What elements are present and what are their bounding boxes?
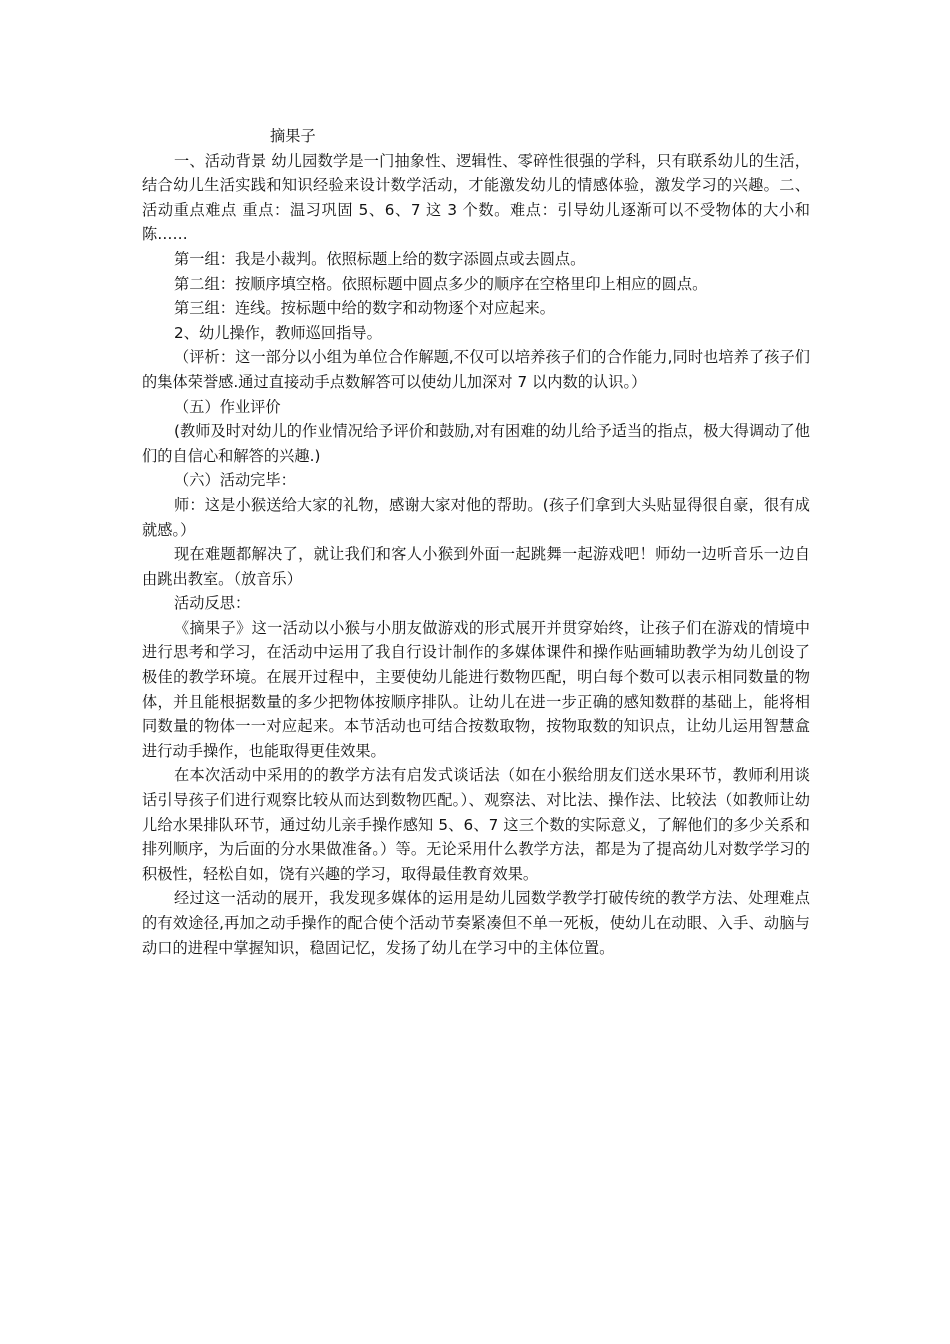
paragraph-reflection-methods: 在本次活动中采用的的教学方法有启发式谈话法（如在小猴给朋友们送水果环节，教师利用谈话引导孩子们进行观察比较从而达到数物匹配。）、观察法、对比法、操作法、比较法（如教师让幼儿给水果排队环节，通过幼儿亲手操作感知 5、6、7 这三个数的实际意义，了解他们的多少关系和排列顺序，为后面的分水果做准备。）等。无论采用什么教学方法，都是为了提高幼儿对数学学习的积极性，轻松自如，饶有兴趣的学习，取得最佳教育效果。 xyxy=(142,766,810,883)
paragraph-group-two: 第二组：按顺序填空格。依照标题中圆点多少的顺序在空格里印上相应的圆点。 xyxy=(174,274,708,293)
paragraph-teacher-gift: 师：这是小猴送给大家的礼物，感谢大家对他的帮助。(孩子们拿到大头贴显得很自豪，很有成就感。） xyxy=(142,495,810,539)
paragraph-group-one: 第一组：我是小裁判。依照标题上给的数字添圆点或去圆点。 xyxy=(174,249,586,268)
paragraph-reflection-conclusion: 经过这一活动的展开，我发现多媒体的运用是幼儿园数学教学打破传统的教学方法、处理难点的有效途径,再加之动手操作的配合使个活动节奏紧凑但不单一死板，使幼儿在动眼、入手、动脑与动口的进程中掌握知识，稳固记忆，发扬了幼儿在学习中的主体位置。 xyxy=(142,889,810,957)
document-title: 摘果子 xyxy=(270,127,316,145)
section-heading-reflection: 活动反思： xyxy=(174,594,251,613)
paragraph-reflection-one: 《摘果子》这一活动以小猴与小朋友做游戏的形式展开并贯穿始终，让孩子们在游戏的情境中进行思考和学习，在活动中运用了我自行设计制作的多媒体课件和操作贴画辅助教学为幼儿创设了极佳的教学环境。在展开过程中，主要使幼儿能进行数物匹配，明白每个数可以表示相同数量的物体，并且能根据数量的多少把物体按顺序排队。让幼儿在进一步正确的感知数群的基础上，能将相同数量的物体一一对应起来。本节活动也可结合按数取物，按物取数的知识点，让幼儿运用智慧盒进行动手操作，也能取得更佳效果。 xyxy=(142,618,810,760)
paragraph-group-three: 第三组：连线。按标题中给的数字和动物逐个对应起来。 xyxy=(174,299,555,318)
paragraph-child-operation: 2、幼儿操作，教师巡回指导。 xyxy=(174,323,382,342)
paragraph-commentary: （评析：这一部分以小组为单位合作解题,不仅可以培养孩子们的合作能力,同时也培养了孩子们的集体荣誉感.通过直接动手点数解答可以使幼儿加深对 7 以内数的认识。） xyxy=(142,348,810,391)
document-body xyxy=(142,124,810,960)
paragraph-dance-game: 现在难题都解决了，就让我们和客人小猴到外面一起跳舞一起游戏吧！师幼一边听音乐一边自由跳出教室。（放音乐） xyxy=(142,545,810,588)
paragraph-background: 一、活动背景 幼儿园数学是一门抽象性、逻辑性、零碎性很强的学科，只有联系幼儿的生活，结合幼儿生活实践和知识经验来设计数学活动，才能激发幼儿的情感体验，激发学习的兴趣。二、活动重点难点 重点：温习巩固 5、6、7 这 3 个数。难点：引导幼儿逐渐可以不受物体的大小和陈…… xyxy=(142,151,810,244)
section-heading-homework-evaluation: （五）作业评价 xyxy=(174,397,281,416)
section-heading-activity-end: （六）活动完毕： xyxy=(174,471,296,490)
paragraph-homework-evaluation: (教师及时对幼儿的作业情况给予评价和鼓励,对有困难的幼儿给予适当的指点，极大得调动了他们的自信心和解答的兴趣.) xyxy=(142,422,810,465)
